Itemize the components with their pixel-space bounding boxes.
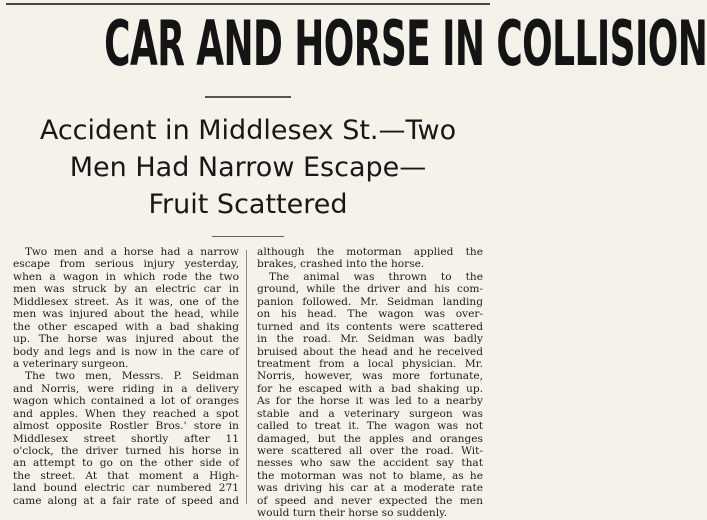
body-line: when a wagon in which rode the two [13,270,239,283]
body-line: would turn their horse so suddenly. [257,507,448,520]
body-line: brakes, crashed into the horse. [257,258,425,271]
body-line: an attempt to go on the other side of [13,457,239,470]
body-line: ground, while the driver and his com- [257,283,483,296]
body-line: The animal was thrown to the [269,270,483,283]
body-line: body and legs and is now in the care of [13,345,239,358]
body-line: panion followed. Mr. Seidman landing [257,295,483,308]
body-line: treatment from a local physician. Mr. [257,357,483,370]
body-line: were scattered all over the road. Wit- [257,445,483,457]
column-divider [246,250,247,504]
body-line: in the road. Mr. Seidman was badly [257,333,483,346]
body-line: Norris, however, was more fortunate, [257,370,483,383]
body-line: the street. At that moment a High- [13,469,239,482]
deck-line: Fruit Scattered [148,189,348,220]
headline-divider [205,96,291,98]
body-line: although the motorman applied the [257,246,483,258]
body-line: As for the horse it was led to a nearby [257,395,483,408]
body-line: of speed and never expected the men [257,494,483,507]
body-line: damaged, but the apples and oranges [257,432,483,445]
body-line: men was injured about the head, while [13,308,239,321]
body-line: bruised about the head and he received [257,345,483,358]
body-line: Two men and a horse had a narrow [25,246,239,258]
body-line: The two men, Messrs. P. Seidman [25,370,239,383]
article-column-left [13,246,239,507]
body-line: on his head. The wagon was over- [257,308,483,321]
body-line: the other escaped with a bad shaking [13,320,239,333]
deck-line: Men Had Narrow Escape— [69,152,427,183]
body-line: called to treat it. The wagon was not [257,420,483,433]
body-line: stable and a veterinary surgeon was [257,407,483,420]
body-line: was driving his car at a moderate rate [257,482,483,495]
top-rule [6,3,490,5]
body-line: wagon which contained a lot of oranges [13,395,239,408]
headline: CAR AND HORSE IN COLLISION [104,7,707,80]
body-line: the motorman was not to blame, as he [257,469,483,482]
body-line: nesses who saw the accident say that [257,457,483,470]
body-line: came along at a fair rate of speed and [13,494,239,507]
body-line: and apples. When they reached a spot [13,407,239,420]
body-line: turned and its contents were scattered [257,320,483,333]
body-line: o'clock, the driver turned his horse in [13,445,239,457]
body-line: up. The horse was injured about the [13,333,239,346]
body-line: almost opposite Rostler Bros.' store in [13,420,239,433]
subheadline-deck [0,112,496,223]
deck-divider [212,236,284,237]
body-line: Middlesex street shortly after 11 [13,432,239,445]
body-line: a veterinary surgeon. [13,357,129,370]
body-line: for he escaped with a bad shaking up. [257,382,483,395]
body-line: Middlesex street. As it was, one of the [13,295,239,308]
article-column-right [257,246,483,520]
body-line: and Norris, were riding in a delivery [13,382,239,395]
deck-line: Accident in Middlesex St.—Two [39,115,457,146]
body-line: men was struck by an electric car in [13,283,239,296]
body-line: escape from serious injury yesterday, [13,258,239,271]
body-line: land bound electric car numbered 271 [13,482,239,495]
